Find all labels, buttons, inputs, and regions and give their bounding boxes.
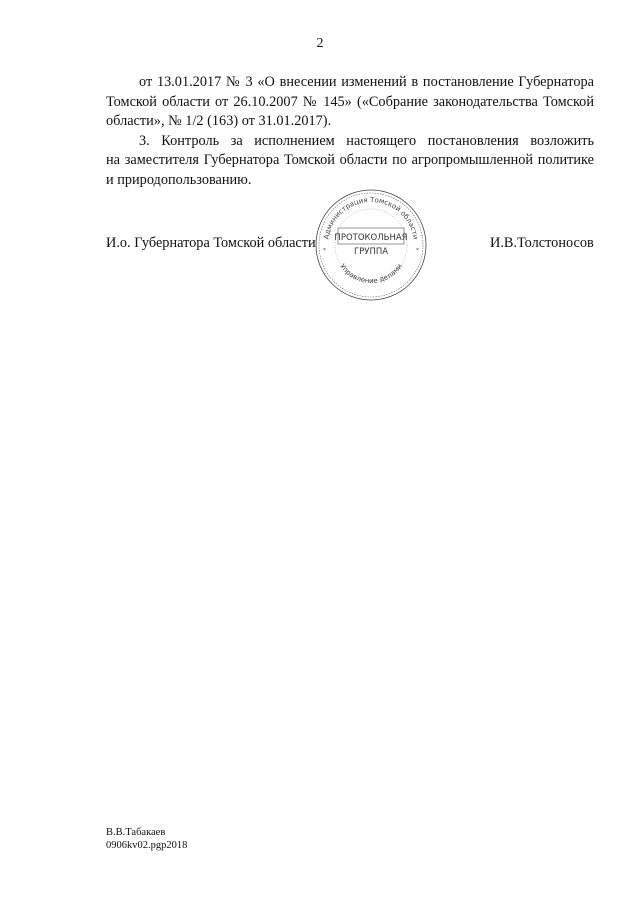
- text-line: от 13.01.2017 № 3 «О внесении изменений в постановление Губернатора: [139, 74, 594, 90]
- text-line: и природопользованию.: [106, 171, 252, 188]
- document-body: [106, 73, 594, 190]
- stamp-star-icon: *: [323, 248, 326, 254]
- official-stamp: [314, 188, 428, 302]
- stamp-outer-text: Администрация Томской области: [322, 195, 420, 240]
- text-line: на заместителя Губернатора Томской области по агропромышленной политике: [106, 152, 594, 168]
- footer: [106, 826, 187, 852]
- paragraph-item-3: [106, 132, 594, 191]
- footer-file: 0906kv02.pgp2018: [106, 840, 188, 851]
- page-number: 2: [316, 36, 324, 51]
- stamp-bottom-text: Управление делами: [338, 262, 404, 286]
- stamp-center-line-1: ПРОТОКОЛЬНАЯ: [334, 233, 408, 243]
- stamp-center-line-2: ГРУППА: [353, 247, 389, 257]
- text-line: 3. Контроль за исполнением настоящего постановления возложить: [139, 132, 594, 149]
- footer-author: В.В.Табакаев: [106, 827, 166, 838]
- signatory-name: И.В.Толстоносов: [490, 235, 594, 251]
- svg-text:Управление делами: [338, 262, 404, 285]
- signatory-position: И.о. Губернатора Томской области: [106, 235, 316, 251]
- text-line: области», № 1/2 (163) от 31.01.2017).: [106, 113, 332, 129]
- text-line: Томской области от 26.10.2007 № 145» («Собрание законодательства Томской: [106, 93, 594, 110]
- paragraph-continuation: [106, 73, 594, 132]
- stamp-star-icon: *: [416, 248, 419, 254]
